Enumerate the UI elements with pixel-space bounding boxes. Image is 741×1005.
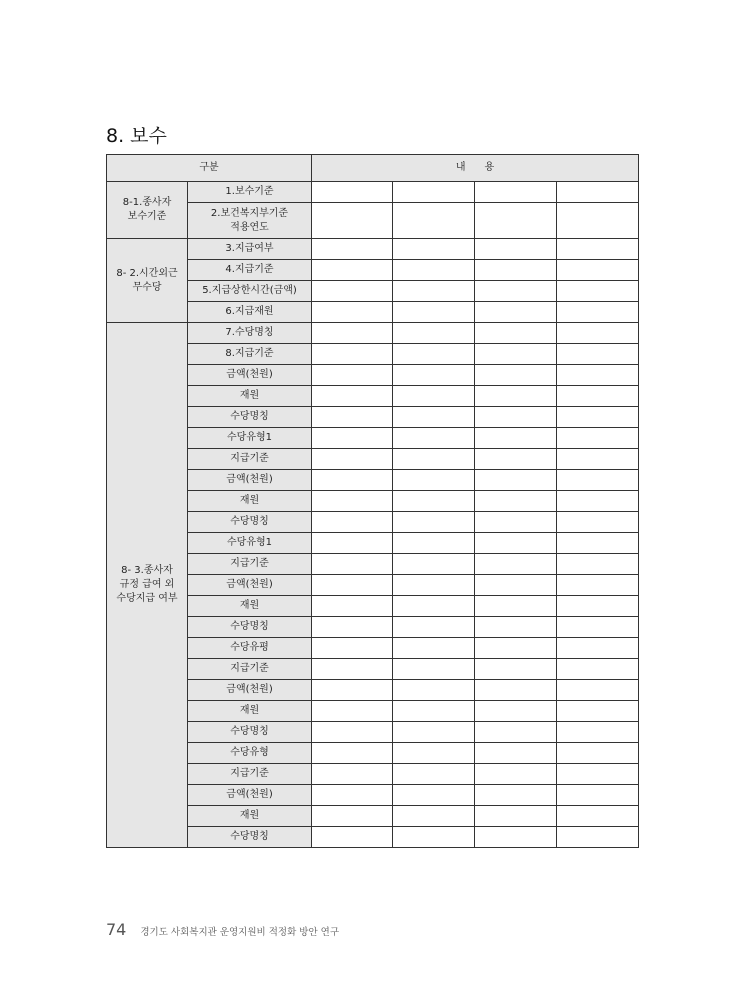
entry-cell[interactable] xyxy=(475,785,557,806)
entry-cell[interactable] xyxy=(312,449,393,470)
entry-cell[interactable] xyxy=(393,680,475,701)
entry-cell[interactable] xyxy=(475,533,557,554)
entry-cell[interactable] xyxy=(312,182,393,203)
entry-cell[interactable] xyxy=(475,575,557,596)
footer-title: 경기도 사회복지관 운영지원비 적정화 방안 연구 xyxy=(140,927,339,938)
item-label-cell: 4.지급기준 xyxy=(188,260,312,281)
entry-cell[interactable] xyxy=(312,470,393,491)
item-label-cell: 재원 xyxy=(188,701,312,722)
entry-cell[interactable] xyxy=(557,470,639,491)
entry-cell[interactable] xyxy=(312,281,393,302)
item-label-cell: 재원 xyxy=(188,596,312,617)
item-label-cell: 수당명칭 xyxy=(188,407,312,428)
entry-cell[interactable] xyxy=(393,386,475,407)
entry-cell[interactable] xyxy=(393,764,475,785)
entry-cell[interactable] xyxy=(475,365,557,386)
entry-cell[interactable] xyxy=(393,638,475,659)
entry-cell[interactable] xyxy=(475,470,557,491)
header-content: 내 용 xyxy=(312,155,639,182)
entry-cell[interactable] xyxy=(312,680,393,701)
entry-cell[interactable] xyxy=(475,743,557,764)
entry-cell[interactable] xyxy=(557,281,639,302)
table-row xyxy=(107,182,639,203)
item-label-cell: 수당유평 xyxy=(188,638,312,659)
entry-cell[interactable] xyxy=(393,596,475,617)
entry-cell[interactable] xyxy=(557,203,639,239)
item-label-cell: 수당명칭 xyxy=(188,722,312,743)
entry-cell[interactable] xyxy=(475,323,557,344)
item-label-cell: 금액(천원) xyxy=(188,470,312,491)
entry-cell[interactable] xyxy=(393,722,475,743)
item-label-cell: 2.보건복지부기준 적용연도 xyxy=(188,203,312,239)
entry-cell[interactable] xyxy=(475,701,557,722)
entry-cell[interactable] xyxy=(393,302,475,323)
entry-cell[interactable] xyxy=(475,680,557,701)
entry-cell[interactable] xyxy=(475,491,557,512)
entry-cell[interactable] xyxy=(475,281,557,302)
entry-cell[interactable] xyxy=(312,365,393,386)
entry-cell[interactable] xyxy=(557,239,639,260)
entry-cell[interactable] xyxy=(393,617,475,638)
entry-cell[interactable] xyxy=(475,407,557,428)
table-row xyxy=(107,323,639,344)
entry-cell[interactable] xyxy=(312,638,393,659)
entry-cell[interactable] xyxy=(312,323,393,344)
entry-cell[interactable] xyxy=(393,344,475,365)
entry-cell[interactable] xyxy=(393,533,475,554)
entry-cell[interactable] xyxy=(312,617,393,638)
entry-cell[interactable] xyxy=(557,617,639,638)
item-label-cell: 6.지급재원 xyxy=(188,302,312,323)
entry-cell[interactable] xyxy=(393,470,475,491)
item-label-cell: 수당유형1 xyxy=(188,533,312,554)
entry-cell[interactable] xyxy=(312,491,393,512)
entry-cell[interactable] xyxy=(393,428,475,449)
section-title: 8. 보수 xyxy=(106,125,167,147)
entry-cell[interactable] xyxy=(312,722,393,743)
entry-cell[interactable] xyxy=(312,554,393,575)
item-label-cell: 수당명칭 xyxy=(188,617,312,638)
entry-cell[interactable] xyxy=(312,302,393,323)
entry-cell[interactable] xyxy=(312,407,393,428)
category-cell: 8- 2.시간외근 무수당 xyxy=(107,239,188,323)
entry-cell[interactable] xyxy=(393,491,475,512)
entry-cell[interactable] xyxy=(312,239,393,260)
entry-cell[interactable] xyxy=(557,386,639,407)
category-cell: 8- 3.종사자 규정 급여 외 수당지급 여부 xyxy=(107,323,188,848)
header-category: 구분 xyxy=(107,155,312,182)
entry-cell[interactable] xyxy=(312,203,393,239)
entry-cell[interactable] xyxy=(557,596,639,617)
entry-cell[interactable] xyxy=(475,386,557,407)
entry-cell[interactable] xyxy=(312,428,393,449)
entry-cell[interactable] xyxy=(557,491,639,512)
entry-cell[interactable] xyxy=(557,428,639,449)
entry-cell[interactable] xyxy=(393,239,475,260)
item-label-cell: 재원 xyxy=(188,491,312,512)
entry-cell[interactable] xyxy=(475,344,557,365)
entry-cell[interactable] xyxy=(557,182,639,203)
entry-cell[interactable] xyxy=(393,449,475,470)
entry-cell[interactable] xyxy=(393,203,475,239)
page-footer xyxy=(106,920,339,939)
entry-cell[interactable] xyxy=(312,512,393,533)
entry-cell[interactable] xyxy=(475,806,557,827)
entry-cell[interactable] xyxy=(393,512,475,533)
entry-cell[interactable] xyxy=(475,203,557,239)
item-label-cell: 재원 xyxy=(188,386,312,407)
entry-cell[interactable] xyxy=(557,260,639,281)
entry-cell[interactable] xyxy=(557,323,639,344)
entry-cell[interactable] xyxy=(312,260,393,281)
page-number: 74 xyxy=(106,920,127,939)
entry-cell[interactable] xyxy=(312,533,393,554)
entry-cell[interactable] xyxy=(557,806,639,827)
entry-cell[interactable] xyxy=(475,302,557,323)
entry-cell[interactable] xyxy=(393,806,475,827)
entry-cell[interactable] xyxy=(475,596,557,617)
entry-cell[interactable] xyxy=(475,764,557,785)
entry-cell[interactable] xyxy=(312,575,393,596)
item-label-cell: 금액(천원) xyxy=(188,365,312,386)
item-label-cell: 지급기준 xyxy=(188,659,312,680)
entry-cell[interactable] xyxy=(557,407,639,428)
entry-cell[interactable] xyxy=(557,785,639,806)
entry-cell[interactable] xyxy=(312,785,393,806)
entry-cell[interactable] xyxy=(475,827,557,848)
entry-cell[interactable] xyxy=(475,722,557,743)
entry-cell[interactable] xyxy=(557,533,639,554)
entry-cell[interactable] xyxy=(393,182,475,203)
item-label-cell: 7.수당명칭 xyxy=(188,323,312,344)
item-label-cell: 3.지급여부 xyxy=(188,239,312,260)
entry-cell[interactable] xyxy=(393,785,475,806)
item-label-cell: 1.보수기준 xyxy=(188,182,312,203)
entry-cell[interactable] xyxy=(393,554,475,575)
entry-cell[interactable] xyxy=(312,827,393,848)
entry-cell[interactable] xyxy=(475,260,557,281)
entry-cell[interactable] xyxy=(557,512,639,533)
entry-cell[interactable] xyxy=(393,323,475,344)
table-row xyxy=(107,239,639,260)
entry-cell[interactable] xyxy=(312,344,393,365)
entry-cell[interactable] xyxy=(475,617,557,638)
entry-cell[interactable] xyxy=(475,659,557,680)
entry-cell[interactable] xyxy=(557,302,639,323)
entry-cell[interactable] xyxy=(312,701,393,722)
entry-cell[interactable] xyxy=(557,680,639,701)
item-label-cell: 수당명칭 xyxy=(188,512,312,533)
entry-cell[interactable] xyxy=(557,575,639,596)
item-label-cell: 지급기준 xyxy=(188,554,312,575)
entry-cell[interactable] xyxy=(475,512,557,533)
entry-cell[interactable] xyxy=(312,386,393,407)
entry-cell[interactable] xyxy=(557,722,639,743)
item-label-cell: 수당명칭 xyxy=(188,827,312,848)
entry-cell[interactable] xyxy=(557,365,639,386)
entry-cell[interactable] xyxy=(475,449,557,470)
entry-cell[interactable] xyxy=(393,365,475,386)
entry-cell[interactable] xyxy=(475,638,557,659)
entry-cell[interactable] xyxy=(312,806,393,827)
item-label-cell: 금액(천원) xyxy=(188,575,312,596)
entry-cell[interactable] xyxy=(393,281,475,302)
entry-cell[interactable] xyxy=(557,638,639,659)
entry-cell[interactable] xyxy=(312,596,393,617)
item-label-cell: 금액(천원) xyxy=(188,785,312,806)
entry-cell[interactable] xyxy=(557,554,639,575)
table-header-row xyxy=(107,155,639,182)
category-cell: 8-1.종사자 보수기준 xyxy=(107,182,188,239)
entry-cell[interactable] xyxy=(557,701,639,722)
entry-cell[interactable] xyxy=(312,764,393,785)
item-label-cell: 금액(천원) xyxy=(188,680,312,701)
entry-cell[interactable] xyxy=(393,575,475,596)
entry-cell[interactable] xyxy=(393,701,475,722)
entry-cell[interactable] xyxy=(557,764,639,785)
entry-cell[interactable] xyxy=(557,659,639,680)
item-label-cell: 재원 xyxy=(188,806,312,827)
entry-cell[interactable] xyxy=(475,182,557,203)
entry-cell[interactable] xyxy=(475,239,557,260)
entry-cell[interactable] xyxy=(393,743,475,764)
item-label-cell: 지급기준 xyxy=(188,449,312,470)
entry-cell[interactable] xyxy=(557,827,639,848)
item-label-cell: 5.지급상한시간(금액) xyxy=(188,281,312,302)
entry-cell[interactable] xyxy=(557,449,639,470)
item-label-cell: 지급기준 xyxy=(188,764,312,785)
entry-cell[interactable] xyxy=(475,428,557,449)
entry-cell[interactable] xyxy=(393,827,475,848)
item-label-cell: 수당유형1 xyxy=(188,428,312,449)
entry-cell[interactable] xyxy=(393,260,475,281)
entry-cell[interactable] xyxy=(312,743,393,764)
entry-cell[interactable] xyxy=(393,407,475,428)
entry-cell[interactable] xyxy=(393,659,475,680)
entry-cell[interactable] xyxy=(475,554,557,575)
entry-cell[interactable] xyxy=(312,659,393,680)
compensation-table xyxy=(106,154,639,848)
entry-cell[interactable] xyxy=(557,743,639,764)
entry-cell[interactable] xyxy=(557,344,639,365)
item-label-cell: 8.지급기준 xyxy=(188,344,312,365)
item-label-cell: 수당유형 xyxy=(188,743,312,764)
